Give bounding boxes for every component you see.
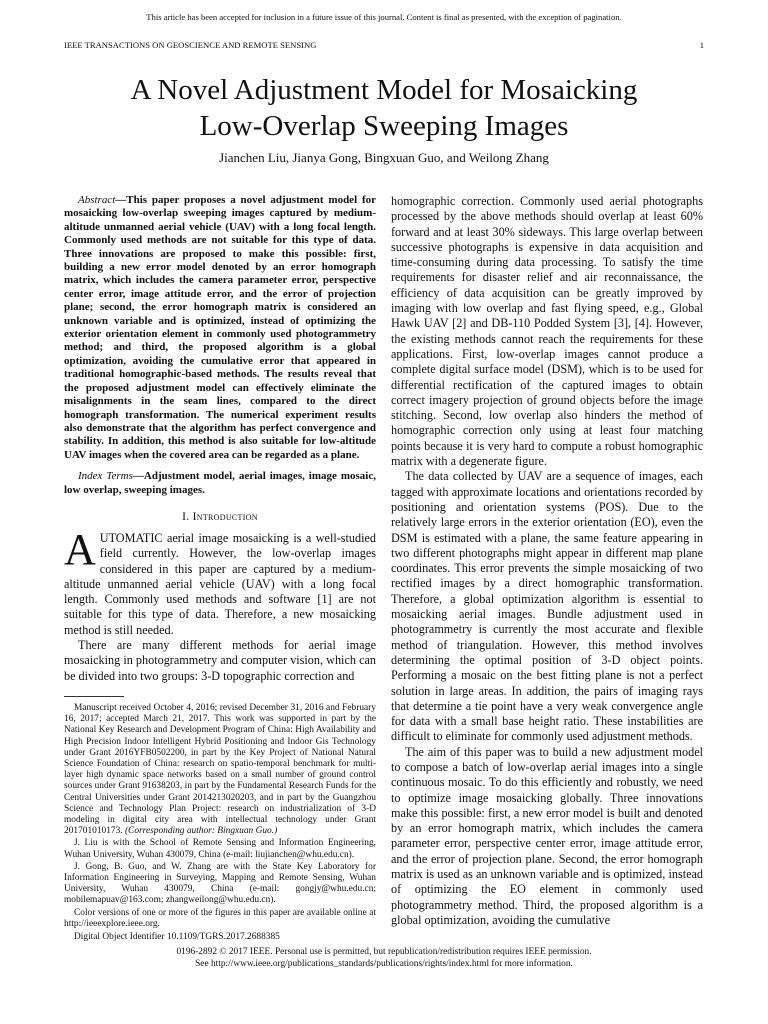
abstract-dash: —: [115, 194, 127, 206]
journal-name: IEEE TRANSACTIONS ON GEOSCIENCE AND REMOTE SENSING: [64, 40, 317, 50]
abstract: [64, 194, 376, 462]
left-column: [64, 194, 376, 943]
page-number: 1: [699, 40, 704, 50]
copyright-line: 0196-2892 © 2017 IEEE. Personal use is permitted, but republication/redistribution requires IEEE permission.: [176, 947, 592, 957]
footnote-affiliation-others: J. Gong, B. Guo, and W. Zhang are with the State Key Laboratory for Information Engineering in Surveying, Mapping and Remote Sensing, Wuhan University, Wuhan 430079, China (e-mail: gongjy@whu.edu.cn; mobilemapuav@163.com; zhangweilong@whu.edu.cn).: [64, 861, 376, 906]
body-paragraph: The aim of this paper was to build a new adjustment model to compose a batch of low-overlap aerial images into a single continuous mosaic. To do this efficiently and robustly, we need to optimize image mosaicking globally. Three innovations make this possible: first, a new error model is built and denoted by an error homograph matrix, which includes the camera parameter error, perspective center error, image attitude error, and the error of projection plane. Second, the error homograph matrix is used as an unknown variable and is optimized, instead of optimizing the EO element in commonly used photogrammetry method. Third, the proposed algorithm is a global optimization, avoiding the cumulative: [391, 744, 703, 927]
footnote-manuscript: [64, 703, 376, 837]
intro-first-word: UTOMATIC: [99, 530, 163, 545]
section-heading-text: Introduction: [192, 510, 258, 523]
index-terms: [64, 470, 376, 497]
footnote-corresponding-author: (Corresponding author: Bingxuan Guo.): [124, 826, 278, 837]
index-terms-label: Index Terms: [78, 470, 133, 483]
section-heading-introduction: [64, 511, 376, 523]
footnote-affiliation-liu: J. Liu is with the School of Remote Sensing and Information Engineering, Wuhan University, Wuhan 430079, China (e-mail: liujianchen@whu.edu.cn).: [64, 838, 376, 860]
intro-paragraph-1-text: aerial image mosaicking is a well-studied field currently. However, the low-overlap images considered in this paper are captured by a medium-altitude unmanned aerial vehicle (UAV) with a long focal length. Commonly used methods and software [1] are not suitable for this type of data. Therefore, a new mosaicking method is still needed.: [64, 530, 376, 637]
body-paragraph: homographic correction. Commonly used aerial photographs processed by the above methods should overlap at least 60% forward and at least 30% sideways. This large overlap between successive photographs is expensive in data acquisition and time-consuming during data processing. To satisfy the time requirements for disaster relief and air reconnaissance, the efficiency of data acquisition can be greatly improved by imaging with low overlap and fast flying speed, e.g., Global Hawk UAV [2] and DB-110 Podded System [3], [4]. However, the existing methods cannot reach the requirements for these applications. First, low-overlap images cannot produce a complete digital surface model (DSM), which is to be used for differential rectification of the captured images to obtain correct imagery projection of ground objects before the image stitching. Second, low overlap also hinders the method of homographic correction only using at least four matching points because it is very hard to compute a robust homographic matrix with a degenerate figure.: [391, 194, 703, 469]
index-terms-dash: —: [132, 470, 144, 483]
body-paragraph: The data collected by UAV are a sequence of images, each tagged with approximate locations and orientations recorded by positioning and orientation systems (POS). Due to the relatively large errors in the exterior orientation (EO), even the DSM is estimated with a plane, the same feature appearing in two different photographs might appear in different map plane coordinates. This error prevents the simple mosaicking of two rectified images by a direct homographic transformation. Therefore, a global optimization algorithm is essential to mosaicking aerial images. Bundle adjustment used in photogrammetry is currently the most accurate and flexible method of triangulation. However, this method involves determining the optimal position of 3-D object points. Performing a mosaic on the best fitting plane is not a perfect solution in large areas. In addition, the pairs of imaging rays that determine a tie point have a very weak convergence angle for data with a small base height ratio. These instabilities are difficult to eliminate for commonly used adjustment methods.: [391, 469, 703, 744]
footnote-manuscript-text: Manuscript received October 4, 2016; revised December 31, 2016 and February 16, 2017; accepted March 21, 2017. This work was supported in part by the National Key Research and Development Program of China: High Availability and High Precision Indoor Intelligent Hybrid Positioning and Indoor Gis Technology under Grant 2016YFB0502200, in part by the Key Project of National Natural Science Foundation of China: research on spatio-temporal benchmark for multi-layer high dynamic space networks based on a small number of ground control sources under Grant 91638203, in part by the Fundamental Research Funds for the Central Universities under Grant 2014213020203, and in part by the Guangzhou Science and Technology Plan Project: research on industrialization of 3-D modeling in digital city area with intellectual technology under Grant 201701010173.: [64, 702, 376, 837]
footnote-color-versions: Color versions of one or more of the figures in this paper are available online at http://ieeexplore.ieee.org.: [64, 907, 376, 929]
footnote-doi: Digital Object Identifier 10.1109/TGRS.2017.2688385: [74, 931, 280, 942]
author-list: Jianchen Liu, Jianya Gong, Bingxuan Guo, and Weilong Zhang: [219, 150, 549, 165]
rights-link-line: See http://www.ieee.org/publications_standards/publications/rights/index.html for more information.: [195, 959, 573, 969]
copyright-footer: [0, 946, 768, 970]
section-numeral: I.: [182, 510, 190, 523]
acceptance-notice: This article has been accepted for inclusion in a future issue of this journal. Content is final as presented, with the exception of pagination.: [146, 12, 622, 22]
intro-paragraph-2: There are many different methods for aerial image mosaicking in photogrammetry and computer vision, which can be divided into two groups: 3-D topographic correction and: [64, 638, 376, 683]
paper-title: [0, 72, 768, 144]
title-line-1: A Novel Adjustment Model for Mosaicking: [130, 74, 638, 106]
drop-cap: A: [64, 524, 96, 574]
running-head: [64, 40, 704, 50]
right-column: [391, 194, 703, 928]
abstract-text: This paper proposes a novel adjustment model for mosaicking low-overlap sweeping images captured by medium-altitude unmanned aerial vehicle (UAV) with a long focal length. Commonly used methods are not suitable for this type of data. Three innovations are proposed to make this possible: first, building a new error model denoted by an error homograph matrix, which includes the camera parameter error, perspective center error, image attitude error, and the error of projection plane; second, the error homograph matrix is considered an unknown variable and is optimized, instead of optimizing the exterior orientation element in commonly used photogrammetry method; and third, the proposed algorithm is a global optimization, avoiding the cumulative error that appeared in traditional homographic-based methods. The results reveal that the proposed adjustment model can effectively eliminate the misalignments in the seam lines, compared to the direct homograph transformation. The numerical experiment results also demonstrate that the algorithm has perfect convergence and stability. In addition, this method is also suitable for low-altitude UAV images when the covered area can be regarded as a plane.: [64, 194, 376, 461]
intro-paragraph-1: [64, 524, 376, 638]
abstract-label: Abstract: [78, 194, 116, 206]
footnote-rule: [64, 696, 124, 697]
index-terms-text: Adjustment model, aerial images, image mosaic, low overlap, sweeping images.: [64, 470, 376, 496]
title-line-2: Low-Overlap Sweeping Images: [199, 110, 569, 142]
